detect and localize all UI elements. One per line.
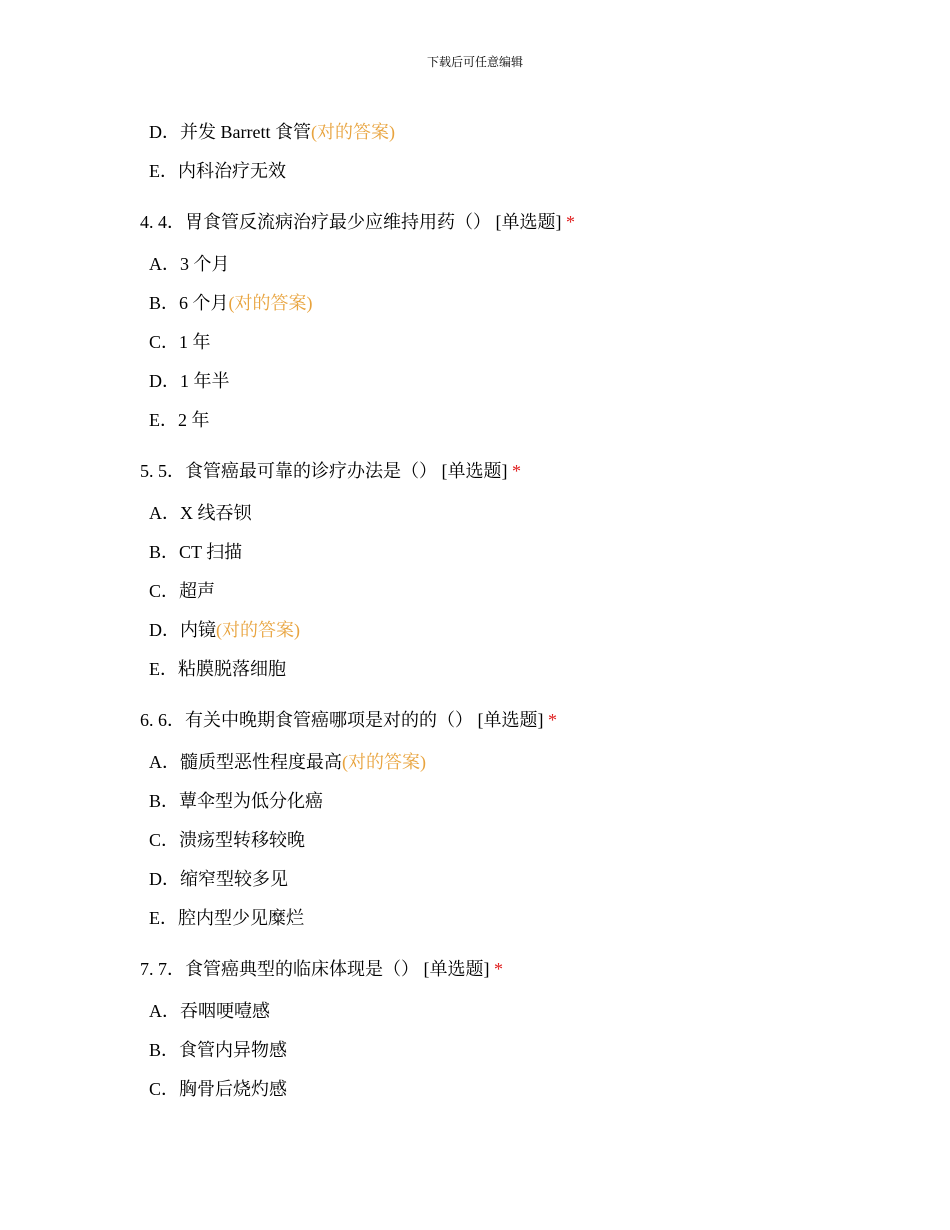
option-line <box>149 331 211 353</box>
option-line <box>149 619 300 641</box>
option-text: B．6 个月 <box>149 293 229 313</box>
option-text: A．X 线吞钡 <box>149 503 252 523</box>
question-text: 5. 5．食管癌最可靠的诊疗办法是（） [单选题] <box>140 461 508 481</box>
option-text: D．内镜 <box>149 620 216 640</box>
option-text: C．1 年 <box>149 332 211 352</box>
correct-answer-mark: (对的答案) <box>216 620 300 640</box>
question-line <box>140 709 557 731</box>
option-line <box>149 160 286 182</box>
option-line <box>149 292 313 314</box>
option-text: C．胸骨后烧灼感 <box>149 1079 288 1099</box>
question-text: 7. 7．食管癌典型的临床体现是（） [单选题] <box>140 959 490 979</box>
correct-answer-mark: (对的答案) <box>310 122 395 142</box>
option-line <box>149 580 215 602</box>
option-text: A．吞咽哽噎感 <box>149 1001 270 1021</box>
question-line <box>140 958 503 980</box>
option-line <box>149 868 288 890</box>
option-line <box>149 1000 270 1022</box>
question-line <box>140 211 575 233</box>
required-asterisk: * <box>548 710 557 730</box>
option-text: E．粘膜脱落细胞 <box>149 659 286 679</box>
option-line <box>149 409 210 431</box>
option-line <box>149 658 286 680</box>
option-text: D．1 年半 <box>149 371 230 391</box>
option-line <box>149 790 323 812</box>
option-text: E．腔内型少见糜烂 <box>149 908 304 928</box>
required-asterisk: * <box>494 959 503 979</box>
correct-answer-mark: (对的答案) <box>228 293 313 313</box>
option-text: C．溃疡型转移较晚 <box>149 830 306 850</box>
option-line <box>149 541 242 563</box>
option-text: B．CT 扫描 <box>149 542 243 562</box>
option-line <box>149 751 426 773</box>
page-header: 下载后可任意编辑 <box>426 55 523 69</box>
option-text: A．3 个月 <box>149 254 230 274</box>
option-line <box>149 502 252 524</box>
question-text: 4. 4．胃食管反流病治疗最少应维持用药（） [单选题] <box>140 212 562 232</box>
option-text: D．并发 Barrett 食管 <box>149 122 311 142</box>
option-line <box>149 907 304 929</box>
option-text: E．内科治疗无效 <box>149 161 286 181</box>
option-text: E．2 年 <box>149 410 210 430</box>
question-text: 6. 6．有关中晚期食管癌哪项是对的的（） [单选题] <box>140 710 544 730</box>
option-text: C．超声 <box>149 581 216 601</box>
option-line <box>149 1078 287 1100</box>
required-asterisk: * <box>512 461 521 481</box>
option-line <box>149 1039 287 1061</box>
option-line <box>149 370 230 392</box>
option-text: A．髓质型恶性程度最高 <box>149 752 342 772</box>
option-text: B．食管内异物感 <box>149 1040 288 1060</box>
option-text: B．蕈伞型为低分化癌 <box>149 791 324 811</box>
option-line <box>149 253 230 275</box>
option-text: D．缩窄型较多见 <box>149 869 288 889</box>
option-line <box>149 121 395 143</box>
required-asterisk: * <box>566 212 575 232</box>
question-line <box>140 460 521 482</box>
correct-answer-mark: (对的答案) <box>342 752 426 772</box>
option-line <box>149 829 305 851</box>
